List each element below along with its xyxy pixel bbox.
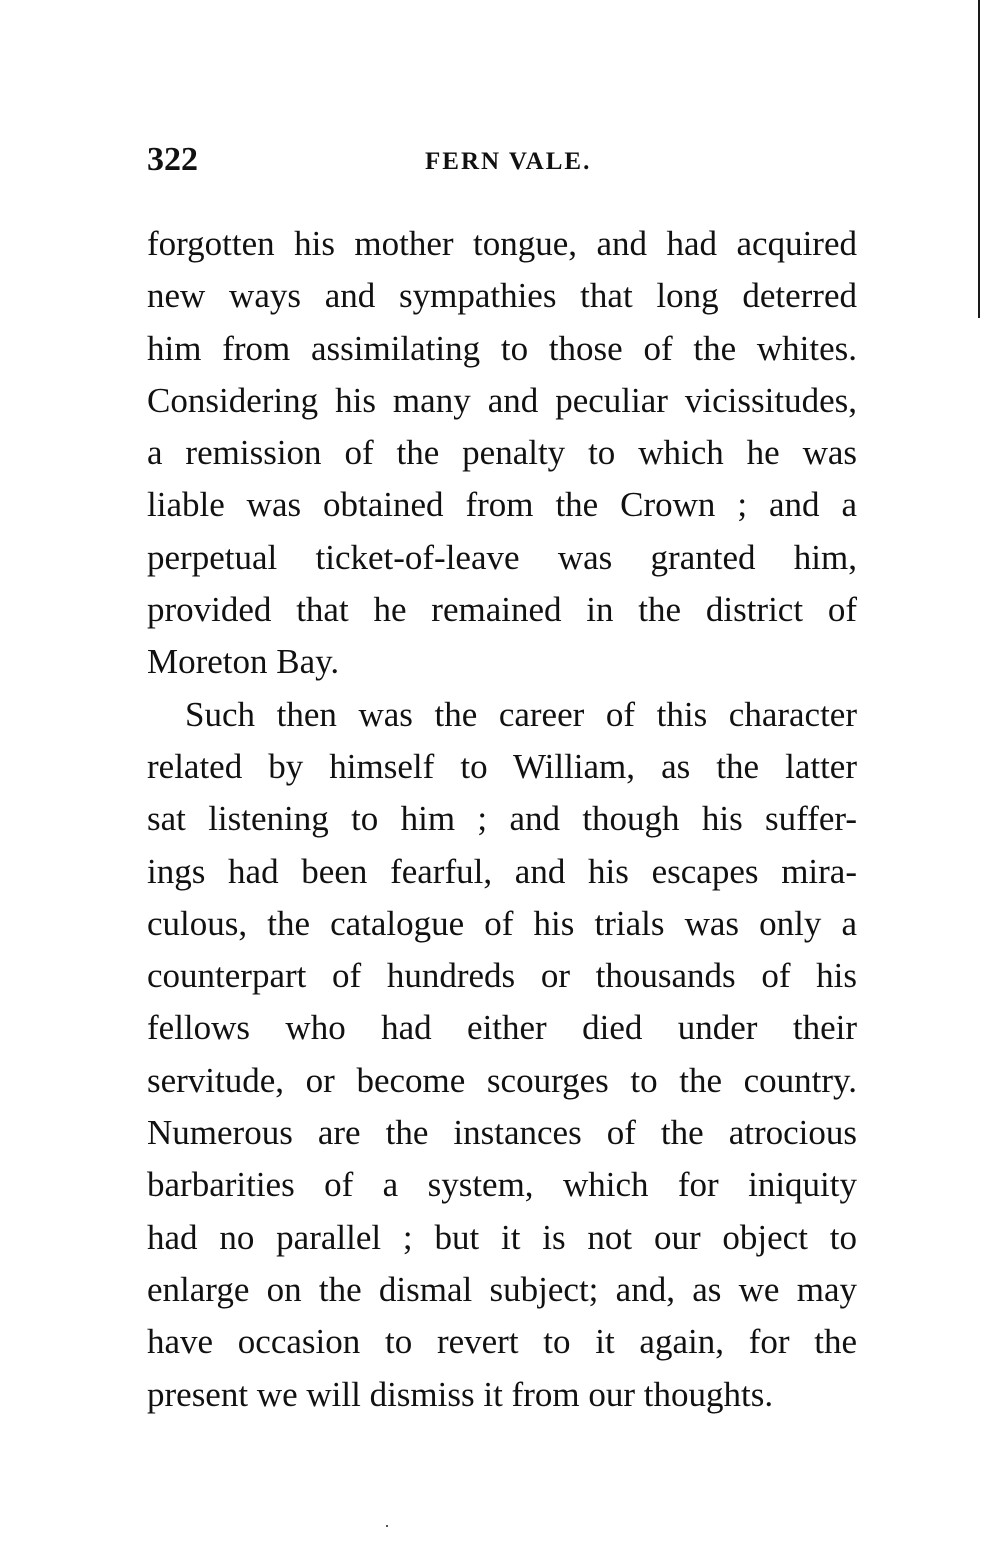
text-line: forgotten his mother tongue, and had acquired xyxy=(147,224,857,263)
scan-speck xyxy=(386,1525,388,1527)
text-line: enlarge on the dismal subject; and, as we may xyxy=(147,1269,857,1309)
text-line: Moreton Bay. xyxy=(147,642,340,682)
text-line: present we will dismiss it from our thoughts. xyxy=(147,1374,774,1414)
text-line: liable was obtained from the Crown ; and a xyxy=(147,485,857,525)
body-text xyxy=(147,218,857,1421)
text-line: ings had been fearful, and his escapes mira- xyxy=(147,851,857,891)
text-line: Such then was the career of this character xyxy=(185,694,857,734)
scan-edge-line xyxy=(978,0,980,318)
text-line: him from assimilating to those of the whites. xyxy=(147,328,857,368)
paragraph-2 xyxy=(147,689,857,1421)
running-head xyxy=(147,140,857,180)
text-line: culous, the catalogue of his trials was only a xyxy=(147,903,857,943)
text-line: related by himself to William, as the latter xyxy=(147,746,857,786)
text-line: fellows who had either died under their xyxy=(147,1008,857,1048)
text-line: counterpart of hundreds or thousands of his xyxy=(147,956,857,996)
text-line: Considering his many and peculiar vicissitudes, xyxy=(147,380,857,420)
text-line: Numerous are the instances of the atrocious xyxy=(147,1113,857,1153)
text-line: a remission of the penalty to which he was xyxy=(147,433,857,473)
paragraph-1 xyxy=(147,218,857,689)
text-line: new ways and sympathies that long deterred xyxy=(147,276,857,316)
running-title: FERN VALE. xyxy=(425,148,592,175)
text-line: have occasion to revert to it again, for the xyxy=(147,1322,857,1362)
text-line: provided that he remained in the district of xyxy=(147,590,857,630)
text-line: sat listening to him ; and though his suffer- xyxy=(147,799,857,839)
text-line: had no parallel ; but it is not our object to xyxy=(147,1217,857,1257)
page-number: 322 xyxy=(147,141,198,178)
text-line: perpetual ticket-of-leave was granted him, xyxy=(147,537,857,577)
text-line: servitude, or become scourges to the country. xyxy=(147,1060,857,1100)
text-line: barbarities of a system, which for iniquity xyxy=(147,1165,857,1205)
